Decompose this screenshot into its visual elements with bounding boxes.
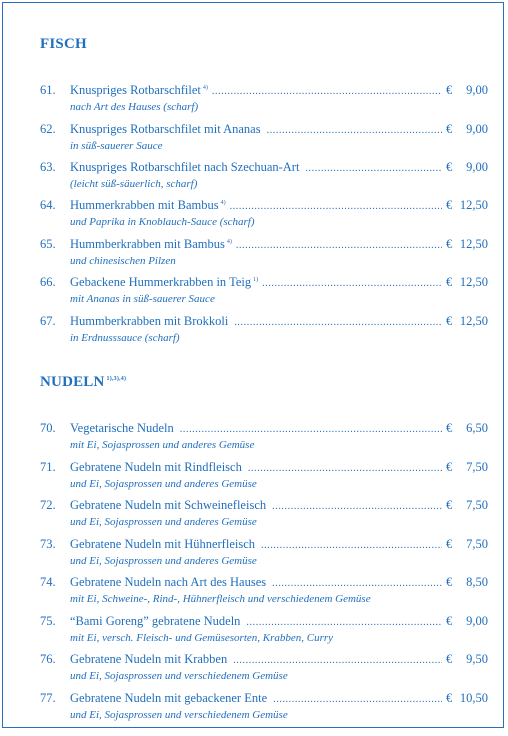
menu-item: 73. Gebratene Nudeln mit Hühnerfleisch ..... € 7,50 und Ei, Sojasprossen und anderes Gemüse [40,535,488,568]
menu-item: 67. Hummberkrabben mit Brokkoli ..... € 12,50 in Erdnusssauce (scharf) [40,312,488,345]
menu-item: 71. Gebratene Nudeln mit Rindfleisch ..... € 7,50 und Ei, Sojasprossen und anderes Gemüse [40,458,488,491]
menu-item: 66. Gebackene Hummerkrabben in Teig $^{1)}$ ..... € 12,50 mit Ananas in süß-sauerer Sauce [40,273,488,306]
menu-item: 70. Vegetarische Nudeln ..... € 6,50 mit Ei, Sojasprossen und anderes Gemüse [40,419,488,452]
menu-item: 74. Gebratene Nudeln nach Art des Hauses ..... € 8,50 mit Ei, Schweine-, Rind-, Hühnerfleisch und verschiedenem Gemüse [40,573,488,606]
menu-item: 75. “Bami Goreng” gebratene Nudeln ..... € 9,00 mit Ei, versch. Fleisch- und Gemüsesorten, Krabben, Curry [40,612,488,645]
menu-item: 72. Gebratene Nudeln mit Schweinefleisch ..... € 7,50 und Ei, Sojasprossen und anderes Gemüse [40,496,488,529]
menu-item: 63. Knuspriges Rotbarschfilet nach Szechuan-Art ..... € 9,00 (leicht süß-säuerlich, scharf) [40,158,488,191]
menu-item: 62. Knuspriges Rotbarschfilet mit Ananas ..... € 9,00 in süß-sauerer Sauce [40,120,488,153]
menu-item: 61. Knuspriges Rotbarschfilet $^{4)}$ ..... € 9,00 nach Art des Hauses (scharf) [40,81,488,114]
menu-item: 76. Gebratene Nudeln mit Krabben ..... € 9,50 und Ei, Sojasprossen und verschiedenem Gemüse [40,650,488,683]
menu-item: 65. Hummberkrabben mit Bambus $^{4)}$ ..... € 12,50 und chinesischen Pilzen [40,235,488,268]
section-title-nudeln: NUDELN $^{1),3),4)}$ [40,374,127,390]
menu-page [2,2,504,728]
section-title-fisch: FISCH [40,36,87,52]
menu-item: 77. Gebratene Nudeln mit gebackener Ente ..... € 10,50 und Ei, Sojasprossen und verschiedenem Gemüse [40,689,488,722]
menu-item: 64. Hummerkrabben mit Bambus $^{4)}$ ..... € 12,50 und Paprika in Knoblauch-Sauce (scharf) [40,196,488,229]
